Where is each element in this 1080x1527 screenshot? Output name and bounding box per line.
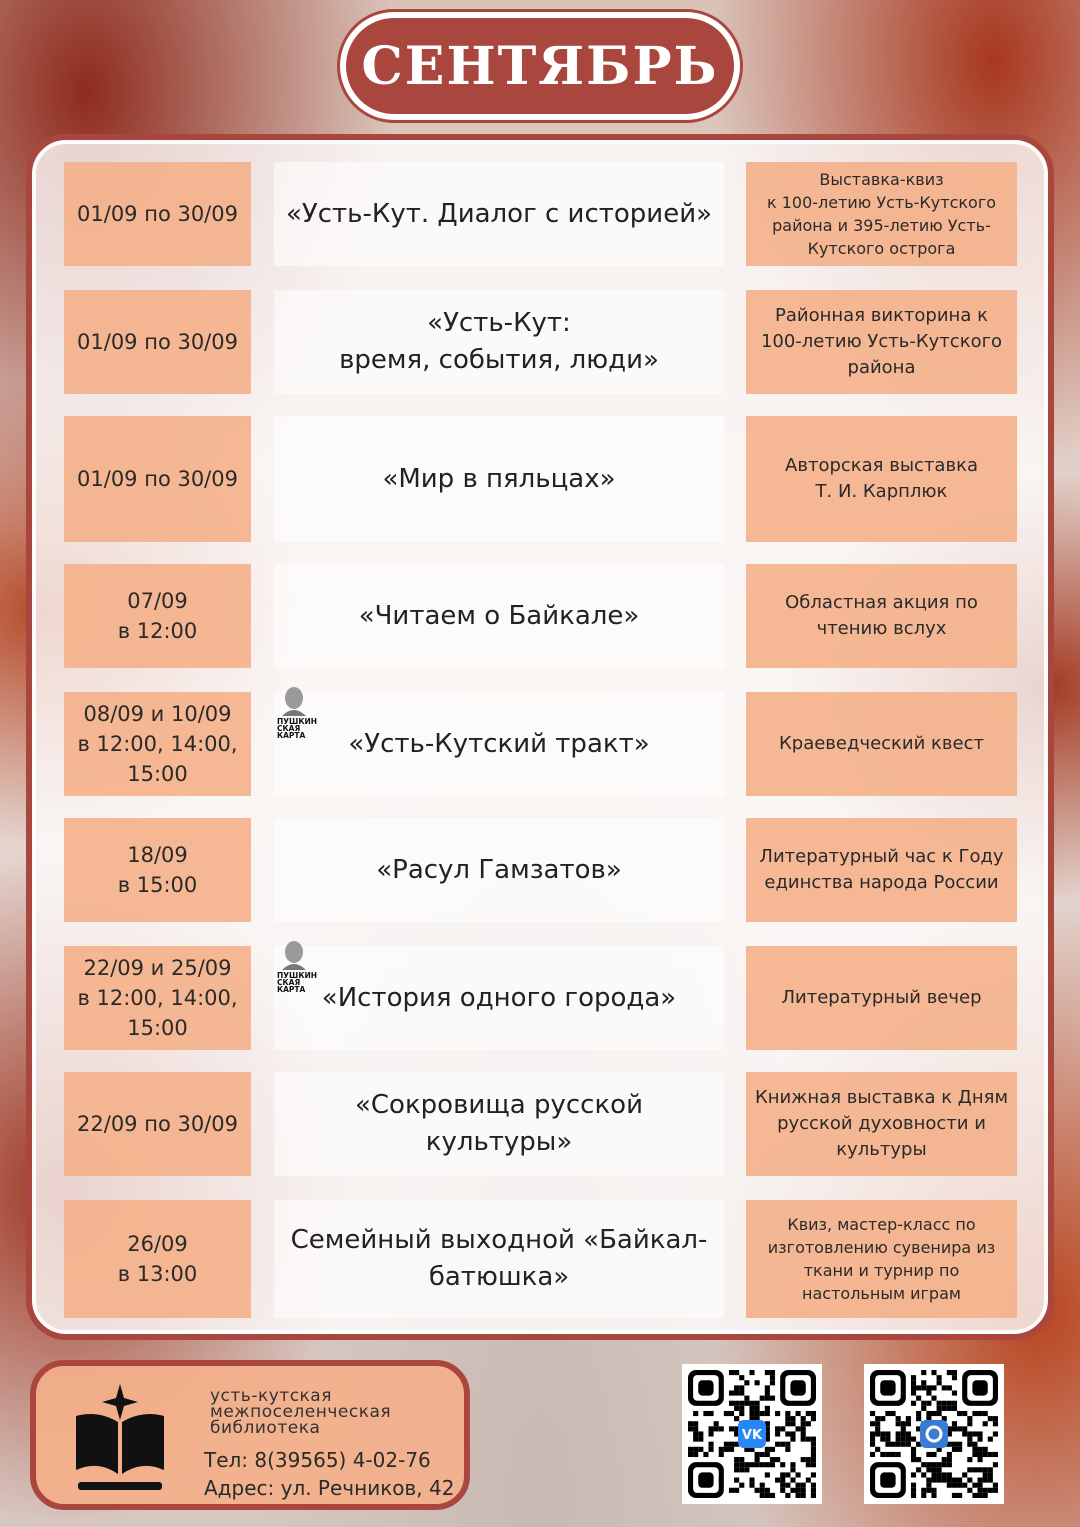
event-description: Квиз, мастер-класс по изготовлению сувенира из ткани и турнир по настольным играм bbox=[746, 1200, 1017, 1318]
event-date: 22/09 по 30/09 bbox=[64, 1072, 251, 1176]
month-title: СЕНТЯБРЬ bbox=[361, 35, 719, 97]
event-description: Областная акция по чтению вслух bbox=[746, 564, 1017, 668]
event-title: Семейный выходной «Байкал-батюшка» bbox=[274, 1200, 724, 1318]
pushkin-card-label: КАРТА bbox=[277, 985, 306, 994]
month-title-pill bbox=[340, 12, 740, 120]
qr-code-max-icon bbox=[870, 1370, 998, 1498]
event-row bbox=[0, 1200, 1080, 1318]
pushkin-card-label: СКАЯ bbox=[277, 978, 301, 987]
qr-code-vk-icon bbox=[688, 1370, 816, 1498]
vk-logo-label: VK bbox=[741, 1428, 763, 1443]
event-description: Выставка-квиз к 100-летию Усть-Кутского района и 395-летию Усть-Кутского острога bbox=[746, 162, 1017, 266]
event-row bbox=[0, 818, 1080, 922]
event-description: Районная викторина к 100-летию Усть-Кутского района bbox=[746, 290, 1017, 394]
pushkin-card-icon bbox=[276, 940, 332, 994]
event-row bbox=[0, 1072, 1080, 1176]
event-date: 22/09 и 25/09 в 12:00, 14:00, 15:00 bbox=[64, 946, 251, 1050]
event-date: 07/09 в 12:00 bbox=[64, 564, 251, 668]
pushkin-card-label: КАРТА bbox=[277, 731, 306, 740]
event-date: 01/09 по 30/09 bbox=[64, 416, 251, 542]
event-date: 26/09 в 13:00 bbox=[64, 1200, 251, 1318]
event-title: «История одного города» bbox=[274, 946, 724, 1050]
event-date: 18/09 в 15:00 bbox=[64, 818, 251, 922]
qr-code-max[interactable] bbox=[864, 1364, 1004, 1504]
library-name: усть-кутская межпоселенческая библиотека bbox=[210, 1386, 392, 1438]
event-title: «Усть-Кут. Диалог с историей» bbox=[274, 162, 724, 266]
pushkin-card-label: СКАЯ bbox=[277, 724, 301, 733]
pushkin-card-label: ПУШКИН bbox=[277, 971, 318, 980]
library-phone: Тел: 8(39565) 4-02-76 bbox=[204, 1448, 431, 1472]
event-date: 01/09 по 30/09 bbox=[64, 290, 251, 394]
event-title: «Усть-Кут: время, события, люди» bbox=[274, 290, 724, 394]
event-title: «Сокровища русской культуры» bbox=[274, 1072, 724, 1176]
pushkin-card-label: ПУШКИН bbox=[277, 717, 318, 726]
event-title: «Расул Гамзатов» bbox=[274, 818, 724, 922]
event-title: «Читаем о Байкале» bbox=[274, 564, 724, 668]
event-description: Литературный час к Году единства народа России bbox=[746, 818, 1017, 922]
library-logo-icon bbox=[70, 1382, 170, 1492]
pushkin-card-icon bbox=[276, 686, 332, 740]
event-date: 08/09 и 10/09 в 12:00, 14:00, 15:00 bbox=[64, 692, 251, 796]
event-description: Литературный вечер bbox=[746, 946, 1017, 1050]
event-description: Книжная выставка к Дням русской духовности и культуры bbox=[746, 1072, 1017, 1176]
event-row bbox=[0, 416, 1080, 542]
event-date: 01/09 по 30/09 bbox=[64, 162, 251, 266]
event-title: «Усть-Кутский тракт» bbox=[274, 692, 724, 796]
event-row bbox=[0, 290, 1080, 394]
event-description: Авторская выставка Т. И. Карплюк bbox=[746, 416, 1017, 542]
library-address: Адрес: ул. Речников, 42 bbox=[204, 1476, 455, 1500]
event-row bbox=[0, 564, 1080, 668]
event-row bbox=[0, 162, 1080, 266]
event-row bbox=[0, 946, 1080, 1050]
library-info-box bbox=[30, 1360, 470, 1510]
event-title: «Мир в пяльцах» bbox=[274, 416, 724, 542]
event-row bbox=[0, 692, 1080, 796]
event-description: Краеведческий квест bbox=[746, 692, 1017, 796]
qr-code-vk[interactable] bbox=[682, 1364, 822, 1504]
